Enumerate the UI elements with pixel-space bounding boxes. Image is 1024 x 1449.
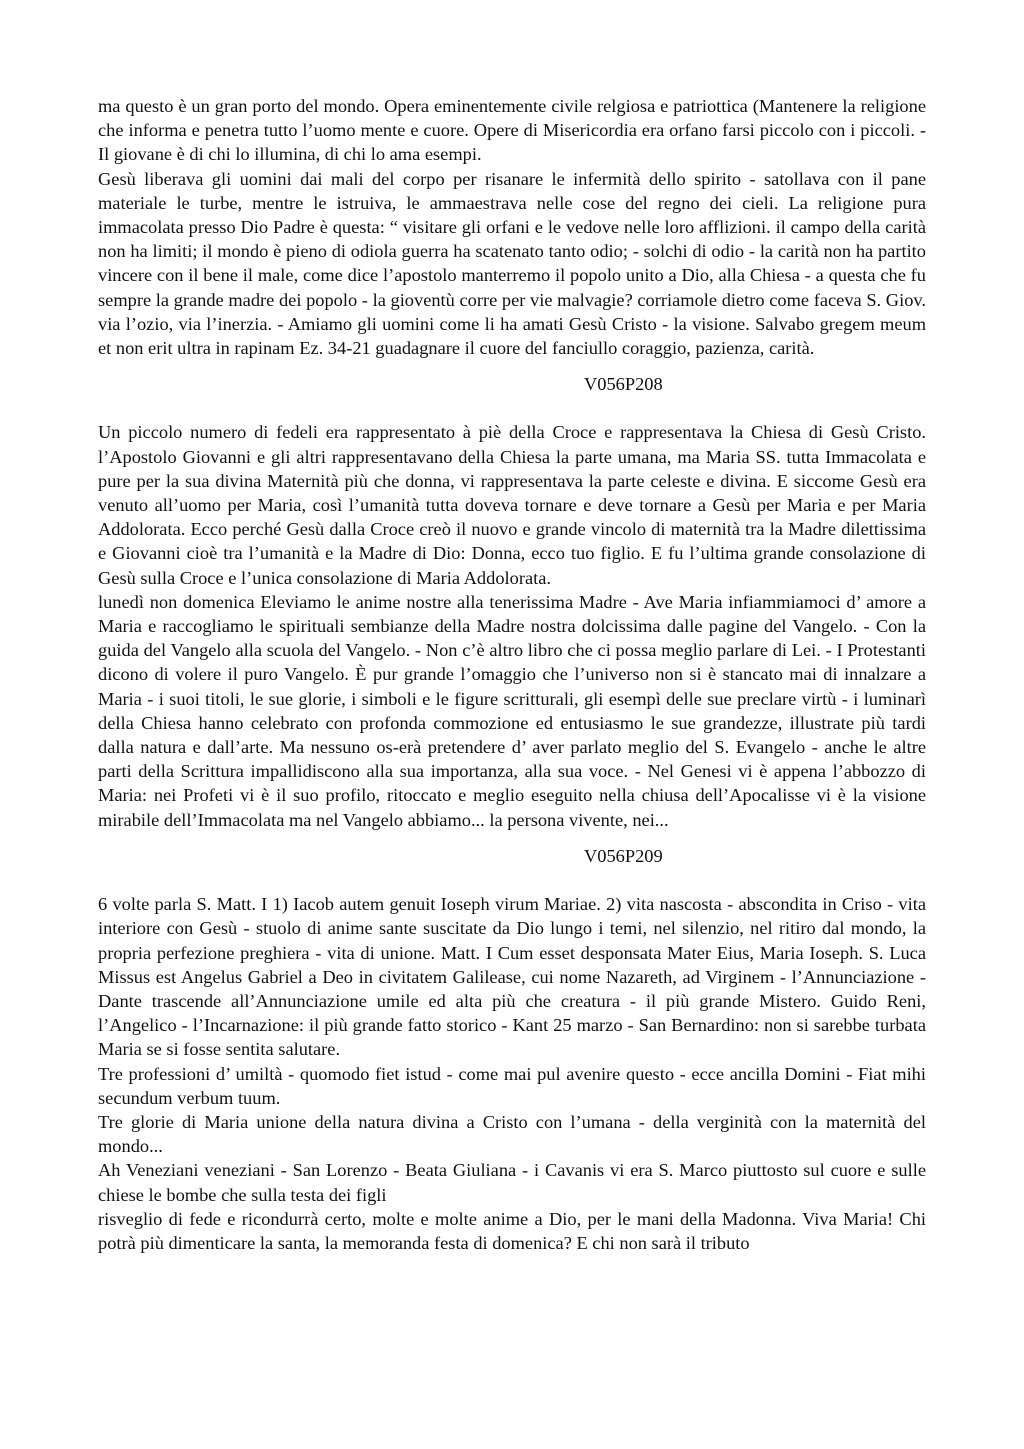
paragraph: ma questo è un gran porto del mondo. Opera eminentemente civile relgiosa e patriottica (Mantenere la religione che informa e penetra tutto l’uomo mente e cuore. Opere di Misericordia era orfano farsi piccolo con i piccoli. - Il giovane è di chi lo illumina, di chi lo ama esempi.: [98, 96, 926, 165]
paragraph: Gesù liberava gli uomini dai mali del corpo per risanare le infermità dello spirito - satollava con il pane materiale le turbe, mentre le istruiva, le ammaestrava nelle cose del regno dei cieli. La religione pura immacolata presso Dio Padre è questa: “ visitare gli orfani e le vedove nelle loro afflizioni. il campo della carità non ha limiti; il mondo è pieno di odiola guerra ha scatenato tanto odio; - solchi di odio - la carità non ha partito vincere con il bene il male, come dice l’apostolo manterremo il popolo unito a Dio, alla Chiesa - a questa che fu sempre la grande madre dei popolo - la gioventù corre per vie malvagie? corriamole dietro come faceva S. Giov. via l’ozio, via l’inerzia. - Amiamo gli uomini come li ha amati Gesù Cristo - la visione. Salvabo gregem meum et non erit ultra in rapinam Ez. 34-21 guadagnare il cuore del fanciullo coraggio, pazienza, carità.: [98, 168, 926, 359]
paragraph: Un piccolo numero di fedeli era rappresentato à piè della Croce e rappresentava la Chiesa di Gesù Cristo. l’Apostolo Giovanni e gli altri rappresentavano della Chiesa la parte umana, ma Maria SS. tutta Immacolata e pure per la sua divina Maternità più che donna, vi rappresentava la parte celeste e divina. E siccome Gesù era venuto all’uomo per Maria, così l’umanità tutta doveva tornare e deve tornare a Gesù per Maria e per Maria Addolorata. Ecco perché Gesù dalla Croce creò il nuovo e grande vincolo di maternità tra la Madre dilettissima e Giovanni cioè tra l’umanità e la Madre di Dio: Donna, ecco tuo figlio. E fu l’ultima grande consolazione di Gesù sulla Croce e l’unica consolazione di Maria Addolorata.: [98, 422, 926, 588]
page-code: V056P209: [584, 845, 663, 866]
paragraph: lunedì non domenica Eleviamo le anime nostre alla tenerissima Madre - Ave Maria infiammiamoci d’ amore a Maria e raccogliamo le spirituali sembianze della Madre nostra dolcissima dalle pagine del Vangelo. - Con la guida del Vangelo alla scuola del Vangelo. - Non c’è altro libro che ci possa meglio parlare di Lei. - I Protestanti dicono di volere il puro Vangelo. È pur grande l’omaggio che l’universo non si è stancato mai di innalzare a Maria - i suoi titoli, le sue glorie, i simboli e le figure scritturali, gli esempì delle sue preclare virtù - i luminarì della Chiesa hanno celebrato con profonda commozione ed entusiasmo le sue grandezze, illustrate più tardi dalla natura e dall’arte. Ma nessuno os-erà pretendere d’ aver parlato meglio del S. Evangelo - anche le altre parti della Scrittura impallidiscono alla sua importanza, alla sua voce. - Nel Genesi vi è appena l’abbozzo di Maria: nei Profeti vi è il suo profilo, ritoccato e meglio eseguito nella chiusa dell’Apocalisse vi è la visione mirabile dell’Immacolata ma nel Vangelo abbiamo... la persona vivente, nei...: [98, 591, 926, 830]
paragraph: risveglio di fede e ricondurrà certo, molte e molte anime a Dio, per le mani della Madonna. Viva Maria! Chi potrà più dimenticare la santa, la memoranda festa di domenica? E chi non sarà il tributo: [98, 1208, 926, 1253]
page-code: V056P208: [584, 374, 663, 395]
document-page: [98, 94, 926, 1255]
paragraph: Tre glorie di Maria unione della natura divina a Cristo con l’umana - della verginità con la maternità del mondo...: [98, 1111, 926, 1157]
paragraph: Tre professioni d’ umiltà - quomodo fiet istud - come mai pul avenire questo - ecce ancilla Domini - Fiat mihi secundum verbum tuum.: [98, 1063, 926, 1108]
paragraph: 6 volte parla S. Matt. I 1) Iacob autem genuit Ioseph virum Mariae. 2) vita nascosta - abscondita in Criso - vita interiore con Gesù - stuolo di anime sante suscitate da Dio lungo i temi, nel silenzio, nel ritiro dal mondo, la propria perfezione preghiera - vita di unione. Matt. I Cum esset desponsata Mater Eius, Maria Ioseph. S. Luca Missus est Angelus Gabriel a Deo in civitatem Galilease, cui nome Nazareth, ad Virginem - l’Annunciazione - Dante trascende all’Annunciazione umile ed alta più che creatura - il più grande Mistero. Guido Reni, l’Angelico - l’Incarnazione: il più grande fatto storico - Kant 25 marzo - San Bernardino: non si sarebbe turbata Maria se si fosse sentita salutare.: [98, 894, 926, 1060]
paragraph: Ah Veneziani veneziani - San Lorenzo - Beata Giuliana - i Cavanis vi era S. Marco piuttosto sul cuore e sulle chiese le bombe che sulla testa dei figli: [98, 1160, 926, 1205]
